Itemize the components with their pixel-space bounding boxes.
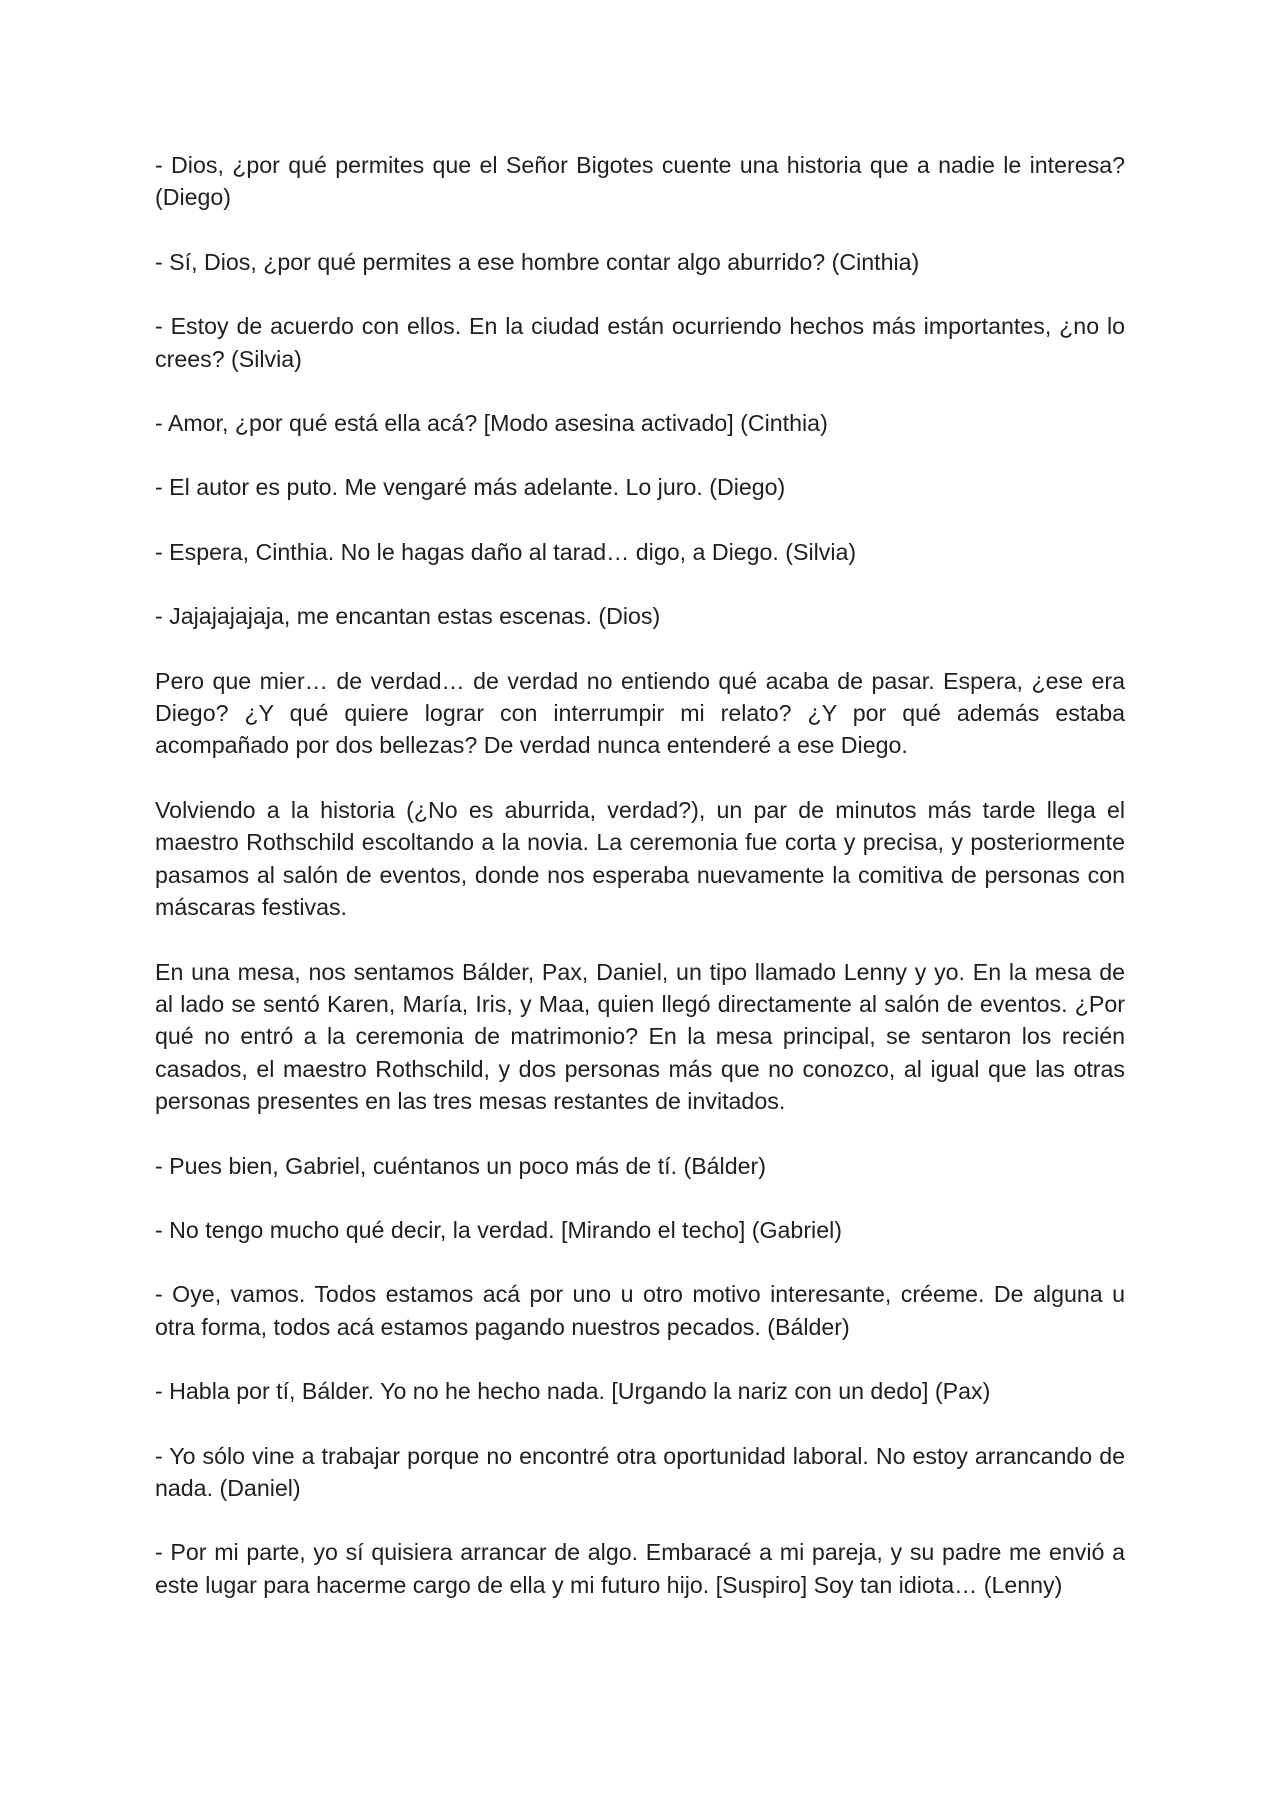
paragraph-silvia-2: - Espera, Cinthia. No le hagas daño al tarad… digo, a Diego. (Silvia) [155,538,857,565]
paragraph-balder-1: - Pues bien, Gabriel, cuéntanos un poco más de tí. (Bálder) [155,1152,766,1179]
paragraph-narration-3: En una mesa, nos sentamos Bálder, Pax, Daniel, un tipo llamado Lenny y yo. En la mesa de al lado se sentó Karen, María, Iris, y Maa, quien llegó directamente al salón de eventos. ¿Por qué no entró a la ceremonia de matrimonio? En la mesa principal, se sentaron los recién casados, el maestro Rothschild, y dos personas más que no conozco, al igual que las otras personas presentes en las tres mesas restantes de invitados. [155,958,1125,1115]
paragraph-balder-2: - Oye, vamos. Todos estamos acá por uno u otro motivo interesante, créeme. De alguna u otra forma, todos acá estamos pagando nuestros pecados. (Bálder) [155,1281,1125,1340]
paragraph-daniel: - Yo sólo vine a trabajar porque no encontré otra oportunidad laboral. No estoy arrancando de nada. (Daniel) [155,1442,1125,1501]
paragraph-cinthia-2: - Amor, ¿por qué está ella acá? [Modo asesina activado] (Cinthia) [155,410,828,437]
paragraph-gabriel: - No tengo mucho qué decir, la verdad. [Mirando el techo] (Gabriel) [155,1216,842,1243]
paragraph-diego-1: - Dios, ¿por qué permites que el Señor Bigotes cuente una historia que a nadie le interesa? (Diego) [155,152,1125,211]
paragraph-dios: - Jajajajajaja, me encantan estas escenas. (Dios) [155,603,661,630]
paragraph-narration-1: Pero que mier… de verdad… de verdad no entiendo qué acaba de pasar. Espera, ¿ese era Diego? ¿Y qué quiere lograr con interrumpir mi relato? ¿Y por qué además estaba acompañado por dos bellezas? De verdad nunca entenderé a ese Diego. [155,667,1125,759]
paragraph-lenny: - Por mi parte, yo sí quisiera arrancar de algo. Embaracé a mi pareja, y su padre me envió a este lugar para hacerme cargo de ella y mi futuro hijo. [Suspiro] Soy tan idiota… (Lenny) [155,1539,1125,1598]
paragraph-cinthia-1: - Sí, Dios, ¿por qué permites a ese hombre contar algo aburrido? (Cinthia) [155,248,920,275]
paragraph-narration-2: Volviendo a la historia (¿No es aburrida, verdad?), un par de minutos más tarde llega el maestro Rothschild escoltando a la novia. La ceremonia fue corta y precisa, y posteriormente pasamos al salón de eventos, donde nos esperaba nuevamente la comitiva de personas con máscaras festivas. [155,796,1125,921]
paragraph-silvia-1: - Estoy de acuerdo con ellos. En la ciudad están ocurriendo hechos más importantes, ¿no lo crees? (Silvia) [155,313,1125,372]
paragraph-pax: - Habla por tí, Bálder. Yo no he hecho nada. [Urgando la nariz con un dedo] (Pax) [155,1378,991,1405]
paragraph-diego-2: - El autor es puto. Me vengaré más adelante. Lo juro. (Diego) [155,474,786,501]
document-page [155,149,1125,1633]
